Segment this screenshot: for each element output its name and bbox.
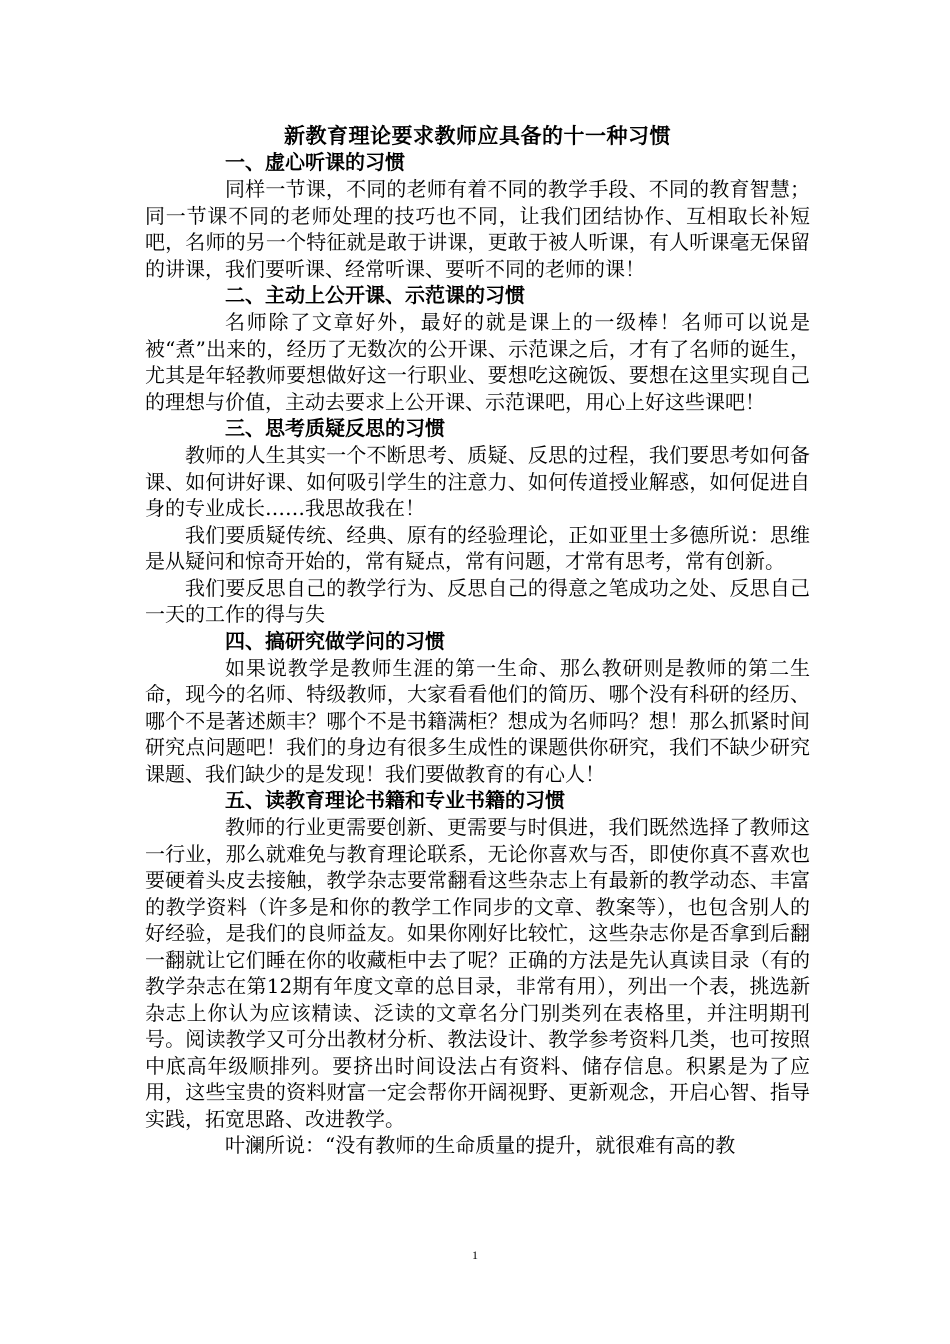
document-title: 新教育理论要求教师应具备的十一种习惯 xyxy=(284,123,671,148)
section-heading-1: 一、虚心听课的习惯 xyxy=(225,150,405,174)
section-3-paragraph-2: 我们要质疑传统、经典、原有的经验理论，正如亚里士多德所说：思维是从疑问和惊奇开始的，常有疑点，常有问题，才常有思考，常有创新。 xyxy=(145,522,810,573)
section-3-paragraph-1: 教师的人生其实一个不断思考、质疑、反思的过程，我们要思考如何备课、如何讲好课、如何吸引学生的注意力、如何传道授业解惑，如何促进自身的专业成长……我思故我在！ xyxy=(145,443,810,520)
section-3-paragraph-3: 我们要反思自己的教学行为、反思自己的得意之笔成功之处、反思自己一天的工作的得与失 xyxy=(145,575,810,626)
section-5-paragraph-1: 教师的行业更需要创新、更需要与时俱进，我们既然选择了教师这一行业，那么就难免与教育理论联系，无论你喜欢与否，即使你真不喜欢也要硬着头皮去接触，教学杂志要常翻看这些杂志上有最新的教学动态、丰富的教学资料（许多是和你的教学工作同步的文章、教案等），也包含别人的好经验，是我们的良师益友。如果你刚好比较忙，这些杂志你是否拿到后翻一翻就让它们睡在你的收藏柜中去了呢？正确的方法是先认真读目录（有的教学杂志在第12期有年度文章的总目录，非常有用），列出一个表，挑选新杂志上你认为应该精读、泛读的文章名分门别类列在表格里，并注明期刊号。阅读教学又可分出教材分析、教法设计、教学参考资料几类，也可按照中底高年级顺排列。要挤出时间设法占有资料、储存信息。积累是为了应用，这些宝贵的资料财富一定会帮你开阔视野、更新观念，开启心智、指导实践，拓宽思路、改进教学。 xyxy=(145,815,810,1131)
section-1-paragraph-1: 同样一节课，不同的老师有着不同的教学手段、不同的教育智慧；同一节课不同的老师处理的技巧也不同，让我们团结协作、互相取长补短吧，名师的另一个特征就是敢于讲课，更敢于被人听课，有人听课毫无保留的讲课，我们要听课、经常听课、要听不同的老师的课！ xyxy=(145,177,810,281)
section-heading-2: 二、主动上公开课、示范课的习惯 xyxy=(225,283,525,307)
section-heading-5: 五、读教育理论书籍和专业书籍的习惯 xyxy=(225,788,565,812)
document-body xyxy=(145,122,810,1159)
section-2-paragraph-1: 名师除了文章好外，最好的就是课上的一级棒！名师可以说是被“煮”出来的，经历了无数次的公开课、示范课之后，才有了名师的诞生，尤其是年轻教师要想做好这一行职业、要想吃这碗饭、要想在这里实现自己的理想与价值，主动去要求上公开课、示范课吧，用心上好这些课吧！ xyxy=(145,310,810,414)
section-5-paragraph-2: 叶澜所说：“没有教师的生命质量的提升，就很难有高的教 xyxy=(225,1133,736,1157)
section-heading-4: 四、搞研究做学问的习惯 xyxy=(225,628,445,653)
section-heading-3: 三、思考质疑反思的习惯 xyxy=(225,416,445,440)
page-number: 1 xyxy=(472,1248,478,1262)
section-4-paragraph-1: 如果说教学是教师生涯的第一生命、那么教研则是教师的第二生命，现今的名师、特级教师，大家看看他们的简历、哪个没有科研的经历、哪个不是著述颇丰？哪个不是书籍满柜？想成为名师吗？想！那么抓紧时间研究点问题吧！我们的身边有很多生成性的课题供你研究，我们不缺少研究课题、我们缺少的是发现！我们要做教育的有心人！ xyxy=(145,655,810,786)
